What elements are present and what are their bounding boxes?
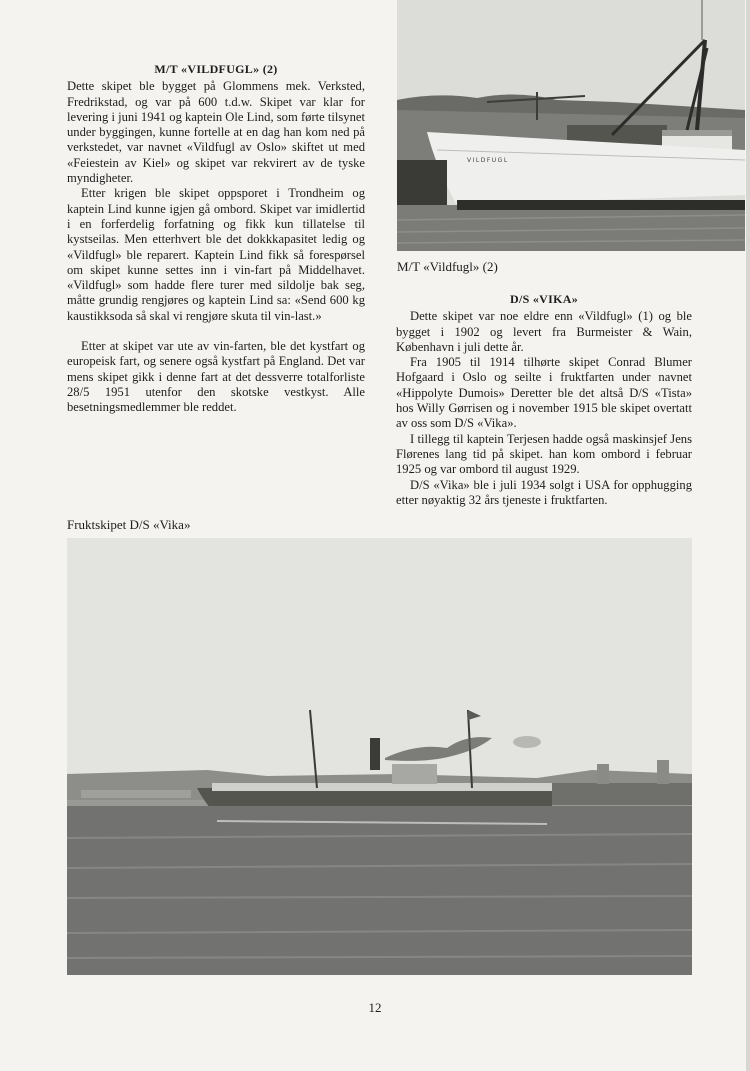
paragraph: I tillegg til kaptein Terjesen hadde også maskinsjef Jens Flørenes lang tid på skipet. han kom ombord i februar 1925 og var ombord til august 1929. [396,431,692,477]
article-heading: D/S «VIKA» [509,292,578,306]
hull-name: VILDFUGL [467,157,509,164]
page-edge [746,0,750,1071]
paragraph: Etter at skipet var ute av vin-farten, ble det kystfart og europeisk fart, og senere også kystfart på England. Det var mens skipet gikk i denne fart at det dessverre totalforliste 28/5 1951 utenfor den skotske vestkyst. Alle besetningsmedlemmer ble reddet. [67,339,365,415]
page-number: 12 [368,1000,382,1015]
paragraph: Etter krigen ble skipet oppsporet i Trondheim og kaptein Lind kunne igjen gå ombord. Skipet var imidlertid i en forferdelig forfatning og fikk kun tillatelse til kystseilas. Men etterhvert ble det dokkkapasitet ledig og «Vildfugl» ble reparert. Kaptein Lind fikk så forespørsel om skipet kunne settes inn i vin-fart på Middelhavet. «Vildfugl» som hadde flere turer med sildolje bak seg, måtte grundig rengjøres og kaptein Lind sa: «Send 600 kg kaustikksoda så skal vi rengjøre skuta til vin-last.» [67,186,365,323]
paragraph: Dette skipet var noe eldre enn «Vildfugl» (1) og ble bygget i 1902 og levert fra Burmeister & Wain, København i juli dette år. [396,309,692,354]
photo-caption: M/T «Vildfugl» (2) [397,259,498,274]
article-vildfugl [67,62,365,416]
paragraph: Fra 1905 til 1914 tilhørte skipet Conrad Blumer Hofgaard i Oslo og seilte i fruktfarten under navnet «Hippolyte Dumois» Deretter ble det altså D/S «Tista» hos Willy Gørrisen og i november 1915 ble skipet overtatt av oss som D/S «Vika». [396,355,692,431]
photo-vildfugl [397,0,745,251]
paragraph: D/S «Vika» ble i juli 1934 solgt i USA for opphugging etter nøyaktig 32 års tjeneste i fruktfarten. [396,477,692,507]
photo-vika [67,538,692,975]
paragraph: Dette skipet ble bygget på Glommens mek. Verksted, Fredrikstad, og var på 600 t.d.w. Skipet var klar for levering i juni 1941 og kaptein Ole Lind, som førte tilsynet under byggingen, kunne fortelle at en dag han kom ned på verkstedet, var navnet «Vildfugl av Oslo» skiftet ut med «Feiestein av Kiel» og skipet var rekvirert av de tyske myndigheter. [67,79,365,186]
photo-caption: Fruktskipet D/S «Vika» [67,517,191,532]
article-vika [396,292,692,508]
article-heading: M/T «VILDFUGL» (2) [154,62,278,76]
